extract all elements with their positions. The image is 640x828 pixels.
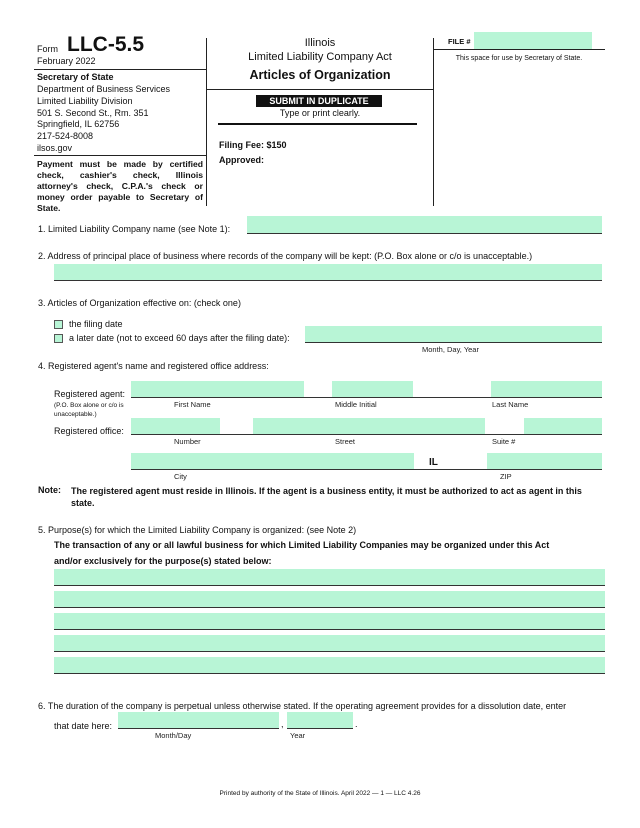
month-day-caption: Month/Day [155, 731, 192, 740]
office-city-field[interactable] [131, 453, 414, 469]
dissolution-month-day-field[interactable] [118, 712, 279, 729]
date-caption: Month, Day, Year [422, 345, 479, 354]
suite-caption: Suite # [492, 437, 516, 446]
q5-bold-line1: The transaction of any or all lawful business for which Limited Liability Companies may be organized under this Act [54, 540, 550, 550]
last-name-caption: Last Name [492, 400, 529, 409]
footer-text: Printed by authority of the State of Illinois. April 2022 — 1 — LLC 4.26 [219, 790, 421, 797]
form-label: Form [37, 44, 58, 54]
registered-agent-label: Registered agent: [54, 389, 126, 399]
office-number-field[interactable] [131, 418, 220, 434]
agent-last-name-field[interactable] [491, 381, 602, 397]
street-caption: Street [335, 437, 356, 446]
address-line: 501 S. Second St., Rm. 351 [37, 107, 149, 118]
city-caption: City [174, 472, 187, 481]
purpose-line-2[interactable] [54, 591, 605, 608]
submit-badge: SUBMIT IN DUPLICATE [256, 95, 382, 107]
form-date: February 2022 [37, 56, 96, 66]
dissolution-year-field[interactable] [287, 712, 353, 729]
middle-initial-caption: Middle Initial [335, 400, 377, 409]
date-period: . [355, 719, 358, 729]
q5-bold-line2: and/or exclusively for the purpose(s) stated below: [54, 556, 272, 566]
act-name: Limited Liability Company Act [248, 51, 392, 63]
later-date-checkbox[interactable] [54, 334, 63, 343]
address-line: ilsos.gov [37, 142, 73, 153]
registered-office-label: Registered office: [54, 426, 124, 436]
company-name-field[interactable] [247, 216, 602, 234]
office-state-value: IL [429, 457, 438, 468]
purpose-line-3[interactable] [54, 613, 605, 630]
agency-address [37, 84, 170, 155]
agency-name: Secretary of State [37, 72, 114, 82]
later-date-label: a later date (not to exceed 60 days after the filing date): [69, 333, 290, 343]
first-name-caption: First Name [174, 400, 211, 409]
date-comma: , [281, 719, 284, 729]
zip-caption: ZIP [500, 472, 512, 481]
filing-date-label: the filing date [69, 319, 123, 329]
purpose-line-4[interactable] [54, 635, 605, 652]
q2-text: 2. Address of principal place of business where records of the company will be kept: (P.O. Box alone or c/o is unacceptable.) [38, 251, 533, 261]
year-caption: Year [290, 731, 306, 740]
file-number-label: FILE # [448, 37, 471, 46]
q1-text: 1. Limited Liability Company name (see Note 1): [38, 224, 231, 234]
number-caption: Number [174, 437, 201, 446]
office-use-note: This space for use by Secretary of State. [455, 55, 583, 62]
filing-date-checkbox[interactable] [54, 320, 63, 329]
filing-fee: Filing Fee: $150 [219, 140, 287, 150]
address-line: 217-524-8008 [37, 131, 94, 142]
agent-middle-initial-field[interactable] [332, 381, 413, 397]
form-number: LLC-5.5 [67, 33, 145, 56]
purpose-line-1[interactable] [54, 569, 605, 586]
state-name: Illinois [304, 37, 336, 49]
address-line: Limited Liability Division [37, 95, 133, 106]
agent-first-name-field[interactable] [131, 381, 304, 397]
office-suite-field[interactable] [524, 418, 602, 434]
office-zip-field[interactable] [487, 453, 602, 469]
q3-text: 3. Articles of Organization effective on: (check one) [38, 298, 241, 308]
q6-text: 6. The duration of the company is perpetual unless otherwise stated. If the operating agreement provides for a dissolution date, enter [38, 701, 567, 711]
dissolution-date-prompt: that date here: [54, 721, 113, 731]
note-text: The registered agent must reside in Illinois. If the agent is a business entity, it must be authorized to act as agent in this state. [71, 486, 582, 508]
purpose-line-5[interactable] [54, 657, 605, 674]
q4-text: 4. Registered agent's name and registered office address: [38, 361, 269, 371]
q5-text: 5. Purpose(s) for which the Limited Liability Company is organized: (see Note 2) [38, 525, 357, 535]
payment-note: Payment must be made by certified check, cashier's check, Illinois attorney's check, C.P.A.'s check or money order payable to Secretary of State. [37, 159, 203, 213]
principal-address-field[interactable] [54, 264, 602, 281]
approved-label: Approved: [219, 155, 264, 165]
address-line: Department of Business Services [37, 84, 171, 94]
file-number-field[interactable] [474, 32, 592, 50]
type-print-note: Type or print clearly. [279, 108, 361, 118]
note-label: Note: [38, 485, 61, 495]
address-line: Springfield, IL 62756 [37, 119, 120, 130]
office-street-field[interactable] [253, 418, 485, 434]
agent-note: (P.O. Box alone or c/o is unacceptable.) [54, 402, 124, 418]
effective-date-field[interactable] [305, 326, 602, 343]
doc-title: Articles of Organization [249, 68, 391, 82]
